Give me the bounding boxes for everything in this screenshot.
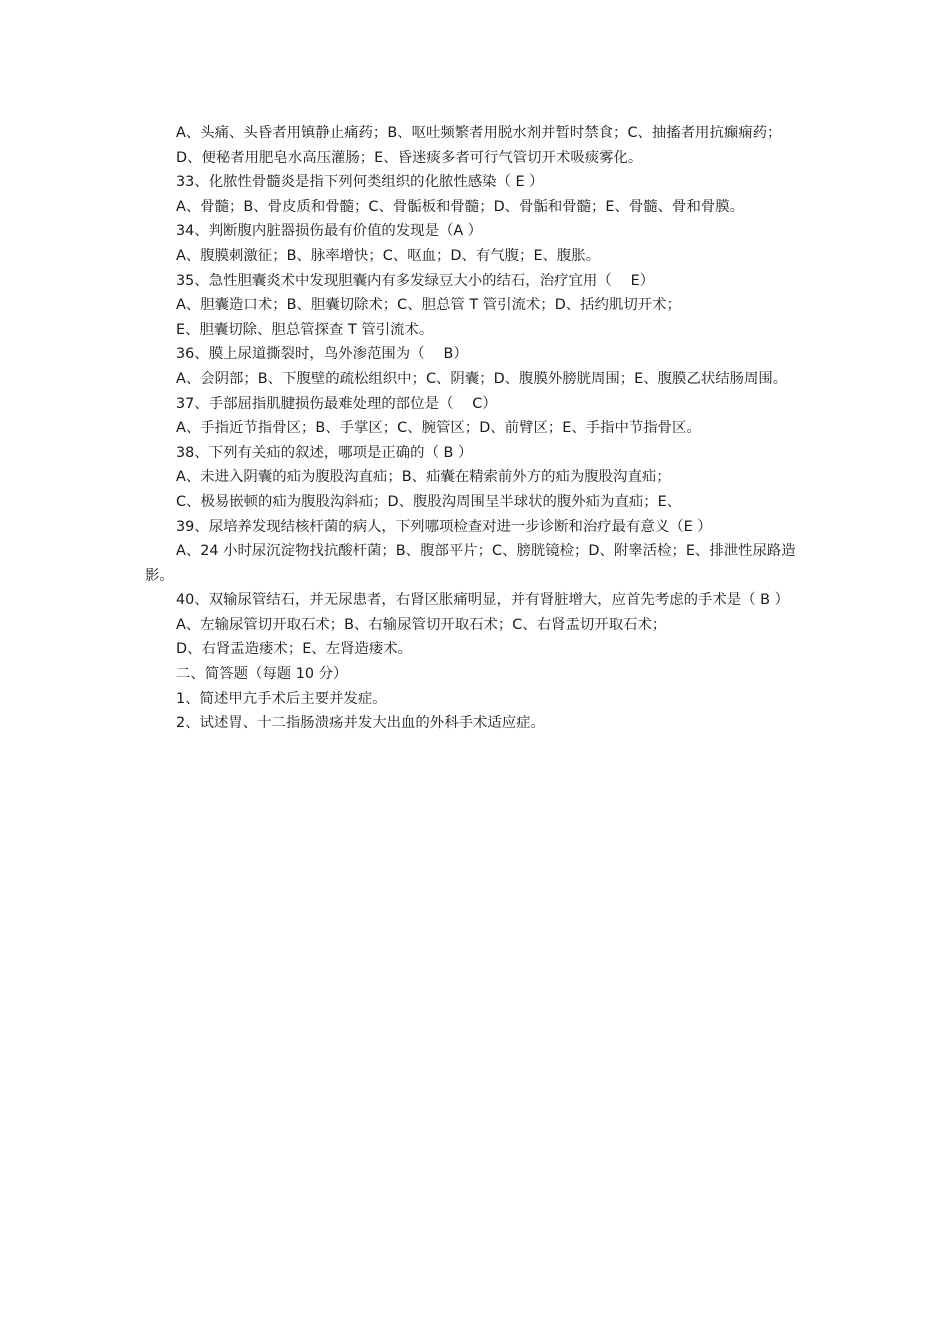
short-answer-question-2: 2、试述胃、十二指肠溃疡并发大出血的外科手术适应症。: [176, 715, 545, 732]
answer-options-line: A、左输尿管切开取石术；B、右输尿管切开取石术；C、右肾盂切开取石术；: [176, 616, 667, 633]
answer-options-line: C、极易嵌顿的疝为腹股沟斜疝；D、腹股沟周围呈半球状的腹外疝为直疝；E、: [176, 493, 682, 510]
answer-options-line: A、手指近节指骨区；B、手掌区；C、腕管区；D、前臂区；E、手指中节指骨区。: [176, 420, 701, 437]
answer-options-line: A、头痛、头昏者用镇静止痛药；B、呕吐频繁者用脱水剂并暂时禁食；C、抽搐者用抗癫痫药；: [176, 125, 782, 141]
answer-options-line: D、便秘者用肥皂水高压灌肠；E、昏迷痰多者可行气管切开术吸痰雾化。: [176, 149, 643, 166]
question-35: 35、急性胆囊炎术中发现胆囊内有多发绿豆大小的结石，治疗宜用（ E）: [176, 272, 655, 289]
question-33: 33、化脓性骨髓炎是指下列何类组织的化脓性感染（ E ）: [176, 174, 544, 191]
document-body: [145, 121, 815, 736]
answer-options-line: E、胆囊切除、胆总管探查 T 管引流术。: [176, 321, 434, 338]
question-37: 37、手部屈指肌腱损伤最难处理的部位是（ C）: [176, 395, 497, 412]
answer-options-line: A、24 小时尿沉淀物找抗酸杆菌；B、腹部平片；C、膀胱镜检；D、附睾活检；E、排泄性尿路造影。: [145, 543, 796, 584]
answer-options-line: A、未进入阴囊的疝为腹股沟直疝；B、疝囊在精索前外方的疝为腹股沟直疝；: [176, 469, 671, 486]
question-34: 34、判断腹内脏器损伤最有价值的发现是（A ）: [176, 223, 483, 240]
question-40: 40、双输尿管结石，并无尿患者，右肾区胀痛明显，并有肾脏增大，应首先考虑的手术是（ B ）: [176, 592, 789, 609]
answer-options-line: A、腹膜刺激征；B、脉率增快；C、呕血；D、有气腹；E、腹胀。: [176, 247, 601, 264]
question-36: 36、膜上尿道撕裂时，鸟外渗范围为（ B）: [176, 346, 468, 363]
answer-options-line: A、骨髓；B、骨皮质和骨髓；C、骨骺板和骨髓；D、骨骺和骨髓；E、骨髓、骨和骨膜。: [176, 198, 745, 215]
question-39: 39、尿培养发现结核杆菌的病人，下列哪项检查对进一步诊断和治疗最有意义（E ）: [176, 518, 712, 535]
question-38: 38、下列有关疝的叙述，哪项是正确的（ B ）: [176, 444, 473, 461]
answer-options-line: A、会阴部；B、下腹壁的疏松组织中；C、阴囊；D、腹膜外膀胱周围；E、腹膜乙状结肠周围。: [176, 370, 788, 387]
short-answer-question-1: 1、简述甲亢手术后主要并发症。: [176, 690, 387, 707]
answer-options-line: A、胆囊造口术；B、胆囊切除术；C、胆总管 T 管引流术；D、括约肌切开术；: [176, 297, 681, 314]
section-heading: 二、简答题（每题 10 分）: [176, 666, 348, 683]
answer-options-line: D、右肾盂造瘘术；E、左肾造瘘术。: [176, 641, 413, 658]
